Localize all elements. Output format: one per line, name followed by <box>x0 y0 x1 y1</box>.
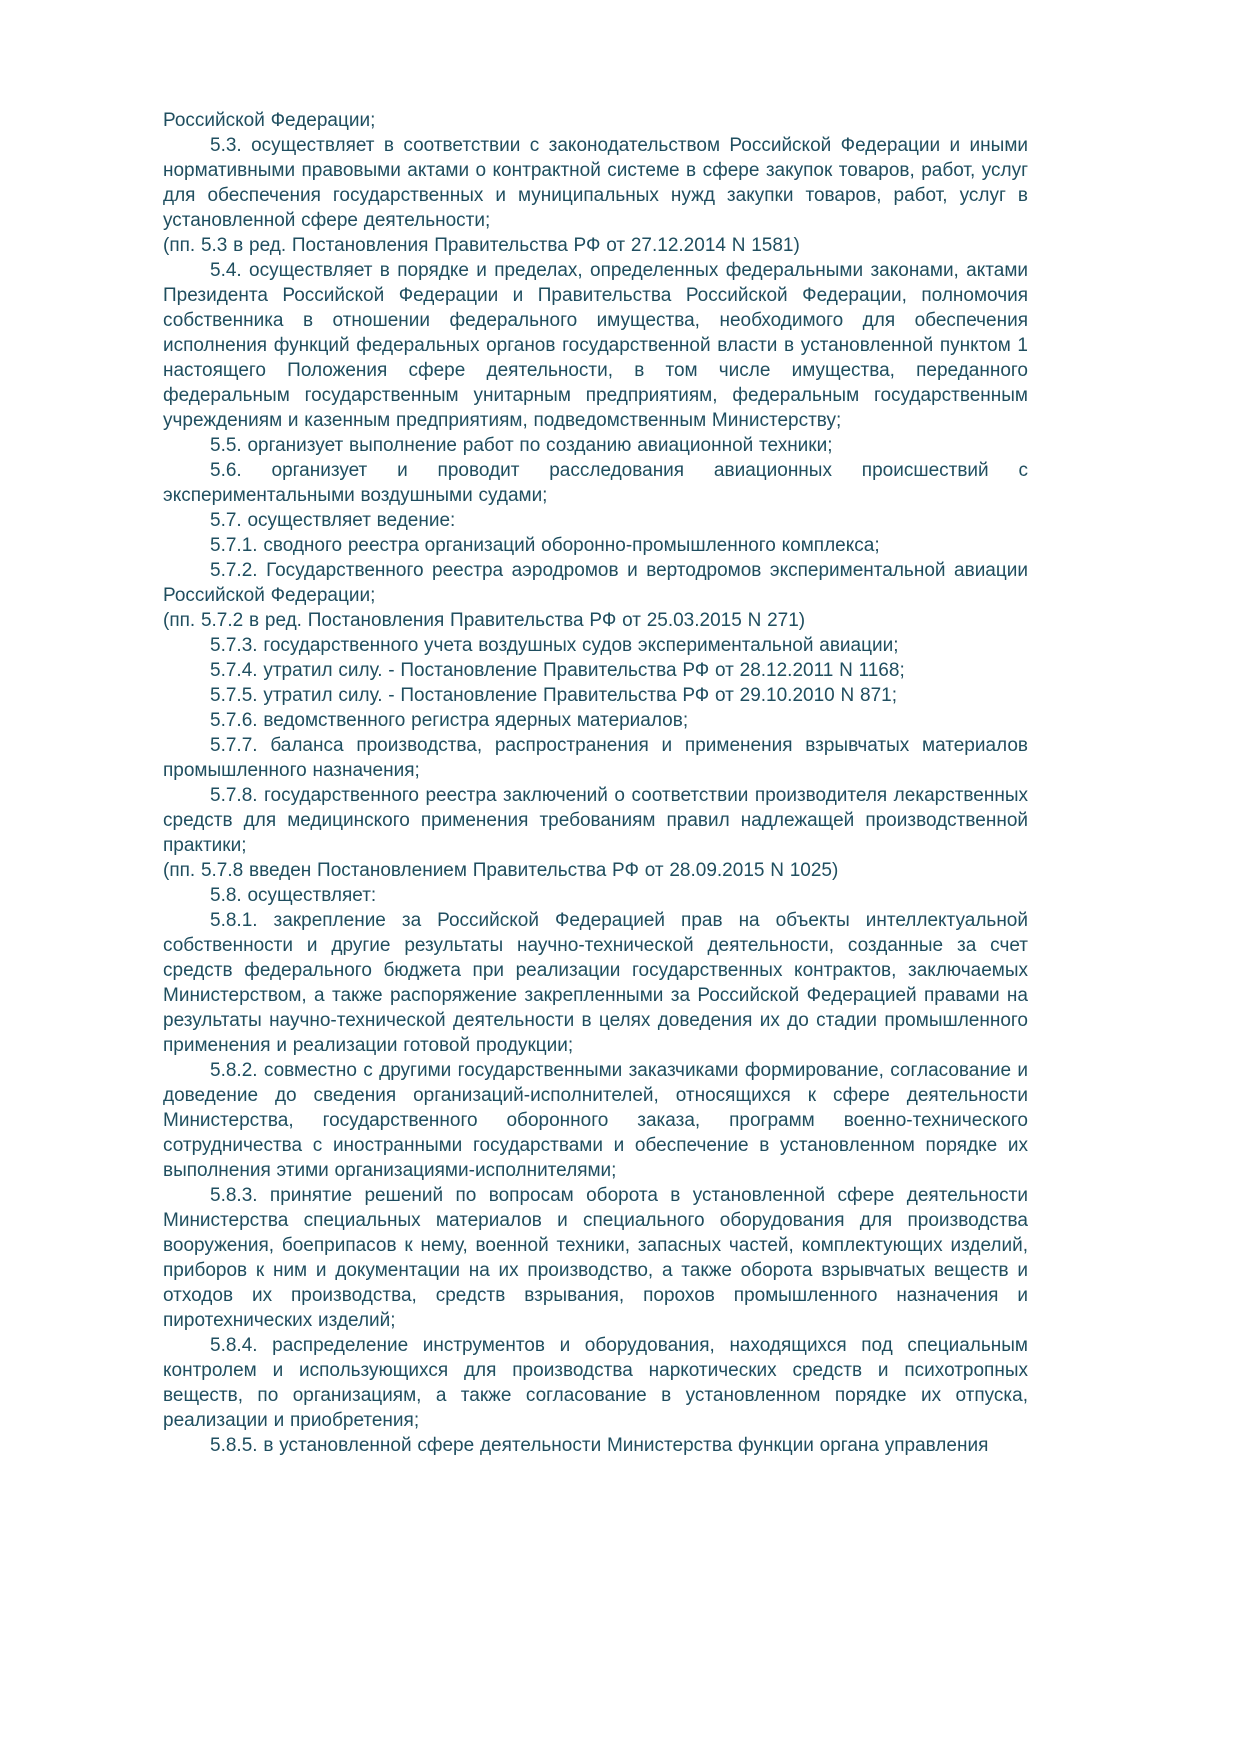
paragraph: 5.7.7. баланса производства, распространения и применения взрывчатых материалов промышленного назначения; <box>163 735 1028 781</box>
paragraph: 5.7.5. утратил силу. - Постановление Правительства РФ от 29.10.2010 N 871; <box>210 685 897 706</box>
paragraph: 5.8.4. распределение инструментов и оборудования, находящихся под специальным контролем и использующихся для производства наркотических средств и психотропных веществ, по организациям, а также согласование в установленном порядке их отпуска, реализации и приобретения; <box>163 1335 1028 1431</box>
paragraph: 5.8.3. принятие решений по вопросам оборота в установленной сфере деятельности Министерства специальных материалов и специального оборудования для производства вооружения, боеприпасов к нему, военной техники, запасных частей, комплектующих изделий, приборов к ним и документации на их производство, а также оборота взрывчатых веществ и отходов их производства, средств взрывания, порохов промышленного назначения и пиротехнических изделий; <box>163 1185 1028 1331</box>
paragraph: 5.5. организует выполнение работ по созданию авиационной техники; <box>210 435 833 456</box>
paragraph: 5.6. организует и проводит расследования авиационных происшествий с экспериментальными воздушными судами; <box>163 460 1028 506</box>
paragraph: 5.8.2. совместно с другими государственными заказчиками формирование, согласование и доведение до сведения организаций-исполнителей, относящихся к сфере деятельности Министерства, государственного оборонного заказа, программ военно-технического сотрудничества с иностранными государствами и обеспечение в установленном порядке их выполнения этими организациями-исполнителями; <box>163 1060 1028 1181</box>
paragraph: 5.8. осуществляет: <box>210 885 377 906</box>
paragraph: 5.7. осуществляет ведение: <box>210 510 456 531</box>
document-body <box>163 108 1028 1458</box>
paragraph: 5.3. осуществляет в соответствии с законодательством Российской Федерации и иными нормативными правовыми актами о контрактной системе в сфере закупок товаров, работ, услуг для обеспечения государственных и муниципальных нужд закупки товаров, работ, услуг в установленной сфере деятельности; <box>163 135 1028 231</box>
amendment-note: (пп. 5.7.8 введен Постановлением Правительства РФ от 28.09.2015 N 1025) <box>163 860 839 881</box>
amendment-note: (пп. 5.7.2 в ред. Постановления Правительства РФ от 25.03.2015 N 271) <box>163 610 806 631</box>
amendment-note: (пп. 5.3 в ред. Постановления Правительства РФ от 27.12.2014 N 1581) <box>163 235 800 256</box>
paragraph: 5.7.3. государственного учета воздушных судов экспериментальной авиации; <box>210 635 899 656</box>
paragraph: Российской Федерации; <box>163 110 376 131</box>
paragraph: 5.7.2. Государственного реестра аэродромов и вертодромов экспериментальной авиации Российской Федерации; <box>163 560 1028 606</box>
paragraph: 5.7.4. утратил силу. - Постановление Правительства РФ от 28.12.2011 N 1168; <box>210 660 905 681</box>
paragraph: 5.7.1. сводного реестра организаций оборонно-промышленного комплекса; <box>210 535 880 556</box>
paragraph: 5.4. осуществляет в порядке и пределах, определенных федеральными законами, актами Президента Российской Федерации и Правительства Российской Федерации, полномочия собственника в отношении федерального имущества, необходимого для обеспечения исполнения функций федеральных органов государственной власти в установленной пунктом 1 настоящего Положения сфере деятельности, в том числе имущества, переданного федеральным государственным унитарным предприятиям, федеральным государственным учреждениям и казенным предприятиям, подведомственным Министерству; <box>163 260 1028 431</box>
paragraph: 5.7.8. государственного реестра заключений о соответствии производителя лекарственных средств для медицинского применения требованиям правил надлежащей производственной практики; <box>163 785 1028 856</box>
paragraph: 5.7.6. ведомственного регистра ядерных материалов; <box>210 710 689 731</box>
paragraph: 5.8.5. в установленной сфере деятельности Министерства функции органа управления <box>210 1435 989 1456</box>
paragraph: 5.8.1. закрепление за Российской Федерацией прав на объекты интеллектуальной собственности и другие результаты научно-технической деятельности, созданные за счет средств федерального бюджета при реализации государственных контрактов, заключаемых Министерством, а также распоряжение закрепленными за Российской Федерацией правами на результаты научно-технической деятельности в целях доведения их до стадии промышленного применения и реализации готовой продукции; <box>163 910 1028 1056</box>
